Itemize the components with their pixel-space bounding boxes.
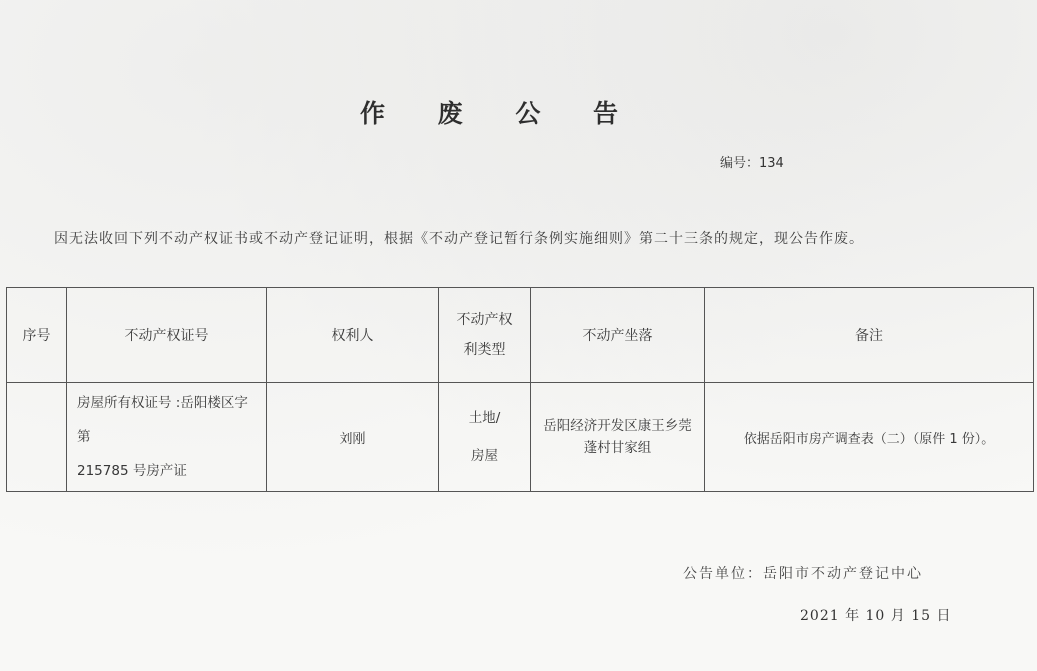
header-right-type-line2: 利类型: [463, 342, 506, 358]
cell-location-line2: 蓬村甘家组: [583, 440, 652, 456]
page-title: 作 废 公 告: [359, 99, 641, 128]
header-cert-no: 不动产权证号: [67, 288, 267, 383]
cell-cert-no: [67, 383, 267, 492]
header-note: 备注: [705, 288, 1034, 383]
cell-right-type-line1: 土地/: [468, 410, 501, 426]
table-row: [7, 383, 1034, 492]
header-right-type-line1: 不动产权: [456, 312, 513, 328]
cell-holder: 刘刚: [267, 383, 439, 492]
void-certificate-table: [6, 287, 1034, 492]
header-right-type: [439, 288, 531, 383]
cell-right-type-line2: 房屋: [471, 448, 498, 464]
document-number: 编号：134: [720, 156, 784, 171]
intro-paragraph: 因无法收回下列不动产权证书或不动产登记证明，根据《不动产登记暂行条例实施细则》第二十三条的规定，现公告作废。: [54, 231, 864, 247]
cell-location-line1: 岳阳经济开发区康王乡莞: [543, 418, 692, 434]
cell-cert-no-line2: 215785 号房产证: [77, 463, 187, 479]
cell-note: 依据岳阳市房产调查表（二）（原件 1 份）。: [705, 383, 1034, 492]
cell-right-type: [439, 383, 531, 492]
issuer-line: 公告单位：岳阳市不动产登记中心: [683, 566, 923, 582]
header-location: 不动产坐落: [531, 288, 705, 383]
issue-date: 2021 年 10 月 15 日: [800, 608, 952, 624]
cell-cert-no-line1: 房屋所有权证号 :岳阳楼区字第: [77, 395, 248, 445]
table-header-row: [7, 288, 1034, 383]
header-holder: 权利人: [267, 288, 439, 383]
cell-seq: [7, 383, 67, 492]
header-seq: 序号: [7, 288, 67, 383]
cell-location: [531, 383, 705, 492]
